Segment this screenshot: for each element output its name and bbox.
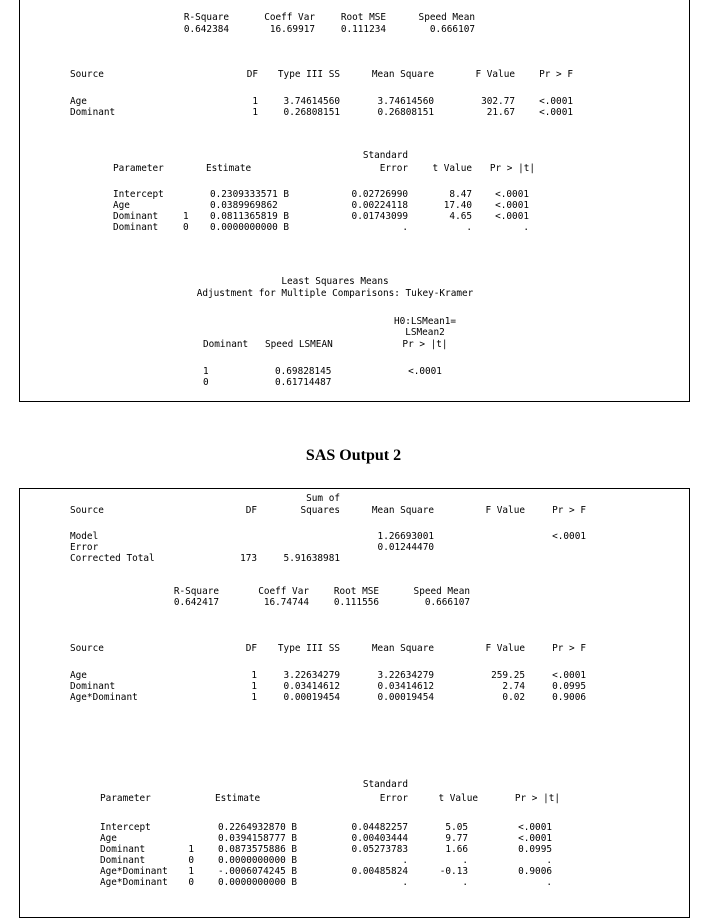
fit-value: 0.666107	[424, 597, 470, 608]
params-row-tvalue: .	[466, 222, 472, 233]
anova-header: F Value	[485, 505, 525, 516]
params-row-error: 0.01743099	[351, 211, 408, 222]
lsmeans-row-level: 0	[203, 377, 209, 388]
type3-cell: 0.26808151	[283, 107, 340, 118]
params-row-error: .	[402, 855, 408, 866]
params-row-name: Dominant	[100, 855, 146, 866]
type3-cell: <.0001	[552, 670, 586, 681]
type3-cell: 0.02	[502, 692, 525, 703]
type3-row-source: Age	[70, 96, 87, 107]
params-row-estimate: 0.0000000000 B	[210, 222, 290, 233]
sas-output-2-panel	[19, 488, 690, 918]
params-header-parameter: Parameter	[100, 793, 151, 804]
params-row-level: 1	[188, 844, 194, 855]
type3-cell: 259.25	[491, 670, 525, 681]
fit-value: 16.69917	[269, 24, 315, 35]
fit-header: Coeff Var	[264, 12, 315, 23]
params-row-error: 0.00224118	[351, 200, 408, 211]
params-header-prt: Pr > |t|	[489, 163, 535, 174]
params-header-standard: Standard	[362, 779, 408, 790]
params-row-tvalue: .	[462, 877, 468, 888]
params-header-tvalue: t Value	[432, 163, 472, 174]
type3-cell: 0.03414612	[283, 681, 340, 692]
fit-value: 0.642384	[183, 24, 229, 35]
type3-cell: 1	[251, 681, 257, 692]
anova-cell: <.0001	[552, 531, 586, 542]
params-row-name: Dominant	[100, 844, 146, 855]
params-row-estimate: 0.0873575886 B	[218, 844, 298, 855]
params-row-prt: .	[523, 222, 529, 233]
params-row-error: 0.05273783	[351, 844, 408, 855]
type3-cell: 1	[251, 692, 257, 703]
params-row-prt: <.0001	[495, 189, 529, 200]
type3-header: Mean Square	[371, 643, 434, 654]
params-row-error: .	[402, 222, 408, 233]
type3-cell: 0.26808151	[377, 107, 434, 118]
fit-value: 0.666107	[429, 24, 475, 35]
params-row-error: 0.00403444	[351, 833, 408, 844]
anova-header: DF	[245, 505, 257, 516]
params-row-estimate: 0.2264932870 B	[218, 822, 298, 833]
type3-row-source: Dominant	[70, 107, 116, 118]
lsmeans-row-value: 0.61714487	[275, 377, 332, 388]
type3-cell: 1	[252, 96, 258, 107]
anova-row-source: Error	[70, 542, 99, 553]
type3-cell: 3.22634279	[283, 670, 340, 681]
params-row-error: 0.04482257	[351, 822, 408, 833]
type3-header: DF	[246, 69, 258, 80]
lsmeans-row-level: 1	[203, 366, 209, 377]
type3-cell: 0.03414612	[377, 681, 434, 692]
params-row-name: Dominant	[113, 211, 159, 222]
type3-cell: 0.0995	[552, 681, 586, 692]
params-row-level: 0	[188, 855, 194, 866]
params-row-level: 0	[183, 222, 189, 233]
params-row-level: 1	[183, 211, 189, 222]
params-row-name: Age*Dominant	[100, 866, 168, 877]
lsmeans-header-prt: Pr > |t|	[402, 339, 448, 350]
type3-cell: 3.74614560	[377, 96, 434, 107]
fit-value: 0.111556	[333, 597, 379, 608]
params-row-estimate: 0.0000000000 B	[218, 877, 298, 888]
fit-header: Speed Mean	[418, 12, 475, 23]
params-row-error: 0.02726990	[351, 189, 408, 200]
params-row-tvalue: -0.13	[439, 866, 468, 877]
params-row-name: Intercept	[113, 189, 164, 200]
params-row-prt: <.0001	[518, 822, 552, 833]
type3-cell: 0.00019454	[283, 692, 340, 703]
params-row-level: 1	[188, 866, 194, 877]
params-row-prt: .	[546, 877, 552, 888]
anova-row-source: Model	[70, 531, 99, 542]
type3-header: Type III SS	[277, 643, 340, 654]
anova-header: Squares	[300, 505, 340, 516]
params-header-estimate: Estimate	[206, 163, 252, 174]
anova-cell: 173	[240, 553, 257, 564]
params-header-error: Error	[379, 163, 408, 174]
type3-cell: 1	[252, 107, 258, 118]
lsmeans-subtitle: Adjustment for Multiple Comparisons: Tukey-Kramer	[196, 288, 474, 299]
section-title: SAS Output 2	[305, 447, 402, 464]
fit-header: Root MSE	[340, 12, 386, 23]
params-row-prt: 0.0995	[518, 844, 552, 855]
type3-row-source: Dominant	[70, 681, 116, 692]
anova-cell: 0.01244470	[377, 542, 434, 553]
type3-cell: 0.00019454	[377, 692, 434, 703]
type3-cell: <.0001	[539, 107, 573, 118]
params-header-prt: Pr > |t|	[514, 793, 560, 804]
sas-output-1-panel	[19, 0, 690, 402]
anova-header: Pr > F	[552, 505, 586, 516]
params-row-tvalue: .	[462, 855, 468, 866]
type3-cell: 2.74	[502, 681, 525, 692]
params-row-estimate: 0.0389969862	[210, 200, 278, 211]
type3-row-source: Age	[70, 670, 87, 681]
fit-value: 16.74744	[263, 597, 309, 608]
fit-value: 0.642417	[173, 597, 219, 608]
params-row-tvalue: 4.65	[449, 211, 472, 222]
params-row-error: .	[402, 877, 408, 888]
params-row-prt: <.0001	[495, 200, 529, 211]
type3-cell: 3.22634279	[377, 670, 434, 681]
lsmeans-header-dominant: Dominant	[203, 339, 249, 350]
params-row-tvalue: 17.40	[443, 200, 472, 211]
params-row-prt: <.0001	[495, 211, 529, 222]
params-row-estimate: -.0006074245 B	[218, 866, 298, 877]
fit-header: Root MSE	[333, 586, 379, 597]
lsmeans-header-lsmean: Speed LSMEAN	[265, 339, 333, 350]
fit-header: R-Square	[173, 586, 219, 597]
type3-header: Type III SS	[277, 69, 340, 80]
lsmeans-row-prt: <.0001	[408, 366, 442, 377]
type3-cell: <.0001	[539, 96, 573, 107]
anova-cell: 5.91638981	[283, 553, 340, 564]
type3-cell: 3.74614560	[283, 96, 340, 107]
type3-header: F Value	[485, 643, 525, 654]
anova-cell: 1.26693001	[377, 531, 434, 542]
params-row-error: 0.00485824	[351, 866, 408, 877]
type3-cell: 1	[251, 670, 257, 681]
params-header-error: Error	[379, 793, 408, 804]
lsmeans-h0-line1: H0:LSMean1=	[393, 316, 457, 327]
params-row-name: Age	[113, 200, 130, 211]
anova-row-source: Corrected Total	[70, 553, 155, 564]
type3-header: Mean Square	[371, 69, 434, 80]
params-header-parameter: Parameter	[113, 163, 164, 174]
type3-cell: 302.77	[481, 96, 515, 107]
lsmeans-title: Least Squares Means	[281, 276, 389, 287]
anova-header: Mean Square	[371, 505, 434, 516]
type3-header: DF	[245, 643, 257, 654]
params-row-tvalue: 9.77	[445, 833, 468, 844]
params-row-estimate: 0.0811365819 B	[210, 211, 290, 222]
type3-header: Pr > F	[552, 643, 586, 654]
params-header-tvalue: t Value	[438, 793, 478, 804]
params-row-name: Dominant	[113, 222, 159, 233]
params-row-name: Intercept	[100, 822, 151, 833]
type3-cell: 0.9006	[552, 692, 586, 703]
params-row-estimate: 0.0394158777 B	[218, 833, 298, 844]
params-row-tvalue: 5.05	[445, 822, 468, 833]
type3-header: F Value	[475, 69, 515, 80]
params-row-estimate: 0.0000000000 B	[218, 855, 298, 866]
fit-header: Coeff Var	[258, 586, 309, 597]
params-header-standard: Standard	[362, 150, 408, 161]
params-row-prt: <.0001	[518, 833, 552, 844]
params-row-name: Age	[100, 833, 117, 844]
params-row-tvalue: 1.66	[445, 844, 468, 855]
type3-cell: 21.67	[486, 107, 515, 118]
params-row-estimate: 0.2309333571 B	[210, 189, 290, 200]
params-row-name: Age*Dominant	[100, 877, 168, 888]
params-header-estimate: Estimate	[215, 793, 261, 804]
fit-header: Speed Mean	[413, 586, 470, 597]
params-row-level: 0	[188, 877, 194, 888]
lsmeans-row-value: 0.69828145	[275, 366, 332, 377]
fit-header: R-Square	[183, 12, 229, 23]
params-row-tvalue: 8.47	[449, 189, 472, 200]
anova-header-source: Source	[70, 505, 104, 516]
type3-header: Pr > F	[539, 69, 573, 80]
type3-row-source: Age*Dominant	[70, 692, 138, 703]
fit-value: 0.111234	[340, 24, 386, 35]
type3-header-source: Source	[70, 69, 104, 80]
params-row-prt: 0.9006	[518, 866, 552, 877]
params-row-prt: .	[546, 855, 552, 866]
anova-header-sumof: Sum of	[306, 493, 340, 504]
type3-header-source: Source	[70, 643, 104, 654]
lsmeans-h0-line2: LSMean2	[405, 327, 445, 338]
